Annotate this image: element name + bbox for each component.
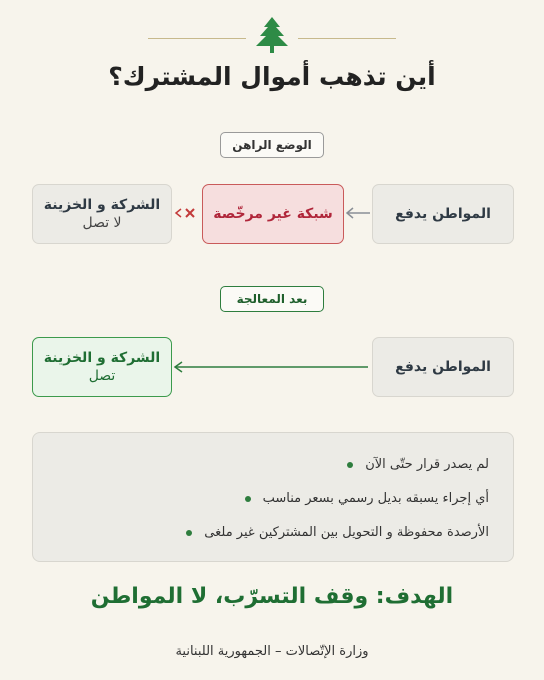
after-fix-label: بعد المعالجة: [220, 286, 324, 312]
header-line-left: [148, 38, 246, 39]
unlicensed-network-text: شبكة غير مرخّصة: [213, 206, 333, 222]
after-citizen-box: [372, 337, 514, 397]
bullet-text: لم يصدر قرار حتّى الآن: [365, 457, 489, 472]
notes-panel: [32, 432, 514, 562]
after-company-box: [32, 337, 172, 397]
current-company-title: الشركة و الخزينة: [43, 197, 161, 213]
bullet-text: الأرصدة محفوظة و التحويل بين المشتركين غير ملغى: [204, 525, 489, 540]
unlicensed-network-box: [202, 184, 344, 244]
current-company-status: لا تصل: [82, 215, 122, 231]
footer-ministry: وزارة الإتّصالات – الجمهورية اللبنانية: [175, 644, 369, 659]
bullet-item: [245, 491, 489, 506]
bullet-text: أي إجراء يسبقه بديل رسمي بسعر مناسب: [262, 491, 489, 506]
current-company-box: [32, 184, 172, 244]
cedar-tree-icon: [254, 15, 290, 55]
bullet-dot-icon: [245, 496, 251, 502]
after-citizen-text: المواطن يدفع: [395, 359, 491, 375]
bullet-item: [347, 457, 489, 472]
bullet-dot-icon: [186, 530, 192, 536]
current-citizen-text: المواطن يدفع: [395, 206, 491, 222]
after-company-status: تصل: [88, 368, 116, 384]
arrow-citizen-to-network: [344, 205, 372, 219]
arrow-citizen-to-company: [172, 359, 370, 373]
after-company-title: الشركة و الخزينة: [43, 350, 161, 366]
blocked-cross-icon: [173, 205, 199, 219]
bullet-item: [186, 525, 489, 540]
bullet-dot-icon: [347, 462, 353, 468]
page-title: أين تذهب أموال المشترك؟: [108, 62, 436, 91]
current-state-label: الوضع الراهن: [220, 132, 324, 158]
goal-statement: الهدف: وقف التسرّب، لا المواطن: [90, 584, 454, 609]
current-citizen-box: [372, 184, 514, 244]
header-line-right: [298, 38, 396, 39]
